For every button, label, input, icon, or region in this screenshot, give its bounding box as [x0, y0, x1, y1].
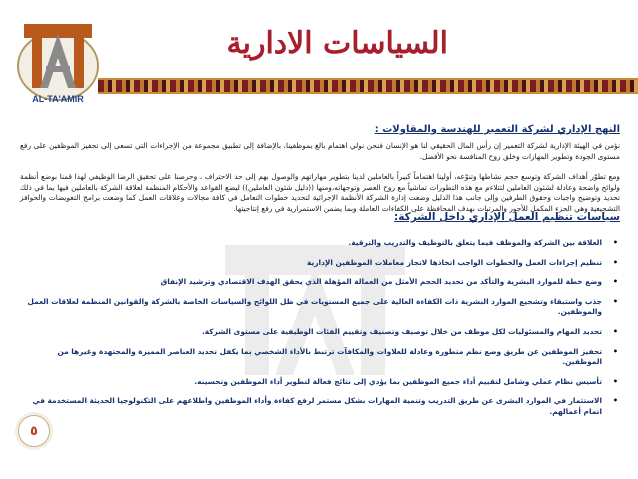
list-item: • الاستثمار في الموارد البشرى عن طريق التدريب وتنمية المهارات بشكل مستمر لرفع كفاءة وأداء الموظفين واطلاعهم على التكنولوجيا الحديثة المستخدمة في اتمام أعمالهم.: [32, 396, 618, 416]
bullet-icon: •: [612, 376, 618, 386]
list-item: • العلاقة بين الشركة والموظف فيما يتعلق بالتوظيف والتدريب والترقية.: [348, 238, 618, 247]
section-heading-approach: النهج الإداري لشركة التعمير للهندسة والمقاولات :: [374, 124, 620, 135]
company-logo: [14, 14, 102, 114]
decorative-band: [98, 78, 638, 94]
logo-text: AL-TA'AMIR: [32, 94, 84, 104]
list-item: • تنظيم إجراءات العمل والخطوات الواجب اتخاذها لانجاز معاملات الموظفين الإدارية: [307, 257, 618, 267]
list-item: • جذب واستبقاء وتشجيع الموارد البشرية ذات الكفاءة العالية على جميع المستويات في ظل اللوائح والسياسات الخاصة بالشركة والقوانين المنظمة لعلاقات العمل والموظفين.: [27, 296, 618, 317]
paragraph-1: نؤمن في الهيئة الإدارية لشركة التعمير إن رأس المال الحقيقي لنا هو الإنسان فنحن نولي اهتمام بالغ بموظفينا، بالإضافة إلى تطبيق مجموعة من الإجراءات التي تسعى إلى تحفيز الموظفين على رفع مستوى الجودة وتطوير المهارات وخلق روح المنافسة نحو الأفضل.: [20, 141, 620, 161]
list-item: • تحديد المهام والمسئوليات لكل موظف من خلال توصيف وتصنيف وتقييم الفئات الوظيفية على مستوى الشركة.: [201, 326, 618, 336]
bullet-icon: •: [612, 396, 618, 406]
bullet-icon: •: [612, 238, 618, 247]
slide-title: السياسات الادارية: [226, 26, 448, 61]
policies-list: [20, 238, 624, 427]
paragraph-2: ومع تطوّر أهداف الشركة وتوسع حجم نشاطها وتنوّعه، أولينا اهتماماً كبيراً بالعاملين لدينا بتطوير مهاراتهم والوصول بهم إلى حد الاحتراف ، وحرصنا على تحقيق الرضا الوظيفي لهذا قمنا بوضع أنظمة ولوائح واضحة وعادلة لشئون العاملين لتتلاءم مع هذه التطورات تماشياً مع روح العصر وتوجهاته،ومنها ((دليل شئون العاملين)) ليضع القواعد والأحكام المنظمة لعلاقة الشركة بالعاملين فيها بما في ذلك تحديد وتوضيح واجبات وحقوق الطرفين وإلى جانب هذا الدليل وضعت إدارة الشركة الأنظمة الإجرائية لتحديد خطوات التعامل في كافة مجالات وعلاقات العمل كما وضعت برامج التعويضات والحوافز التشجيعية وهي الجزء المكمل للأجور والمرتبات بهدف المحافظة على الكفاءات العاملة وبما يضمن الاستمرارية في رفع إنتاجيتها.: [20, 172, 620, 213]
bullet-icon: •: [612, 326, 618, 336]
bullet-icon: •: [612, 277, 618, 287]
bullet-icon: •: [612, 346, 618, 356]
list-item: • تحفيز الموظفين عن طريق وضع نظم متطورة وعادلة للعلاوات والمكافآت ترتبط بالأداء الشخصي بما يكفل تحديد العناصر المميزة والمجتهدة وغيرها من الموظفين.: [57, 346, 618, 367]
page-number: ٥: [18, 415, 50, 447]
bullet-icon: •: [612, 257, 618, 267]
section-heading-policies: سياسات تنظيم العمل الإداري داخل الشركة:: [394, 211, 620, 223]
list-item: • تأسيس نظام عملي وشامل لتقييم أداء جميع الموظفين بما يؤدي إلى نتائج فعالة لتطوير أداء الموظفين وتحسينه.: [194, 376, 618, 386]
bullet-icon: •: [612, 296, 618, 306]
list-item: • وضع خطة للموارد البشرية والتأكد من تحديد الحجم الأمثل من العمالة المؤهلة الذي يحقق الهدف الاقتصادي وترشيد الإنفاق: [160, 277, 618, 287]
